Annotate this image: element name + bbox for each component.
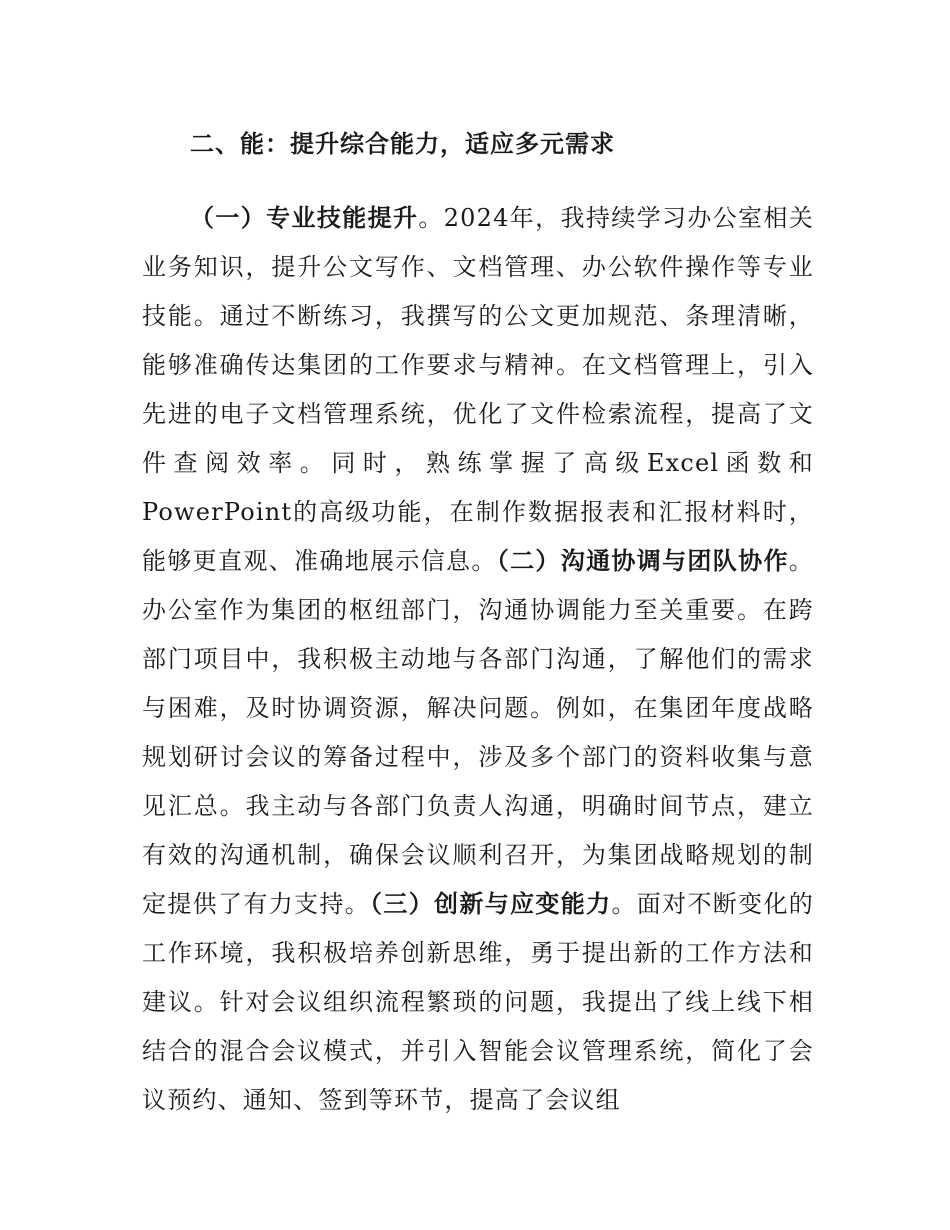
subsection-title-1: （一）专业技能提升: [190, 204, 419, 232]
section-heading: 二、能：提升综合能力，适应多元需求: [190, 130, 615, 158]
paragraph-text-2: 。办公室作为集团的枢纽部门，沟通协调能力至关重要。在跨部门项目中，我积极主动地与各部门沟通，了解他们的需求与困难，及时协调资源，解决问题。例如，在集团年度战略规划研讨会议的筹备过程中，涉及多个部门的资料收集与意见汇总。我主动与各部门负责人沟通，明确时间节点，建立有效的沟通机制，确保会议顺利召开，为集团战略规划的制定提供了有力支持。: [142, 547, 814, 918]
subsection-title-3: （三）创新与应变能力: [370, 890, 612, 918]
body-paragraph: [142, 194, 814, 1125]
subsection-title-2: （二）沟通协调与团队协作: [496, 547, 789, 575]
paragraph-text-3: 。面对不断变化的工作环境，我积极培养创新思维，勇于提出新的工作方法和建议。针对会议组织流程繁琐的问题，我提出了线上线下相结合的混合会议模式，并引入智能会议管理系统，简化了会议预约、通知、签到等环节，提高了会议组: [142, 890, 815, 1114]
paragraph-text-1: 。2024年，我持续学习办公室相关业务知识，提升公文写作、文档管理、办公软件操作等专业技能。通过不断练习，我撰写的公文更加规范、条理清晰，能够准确传达集团的工作要求与精神。在文档管理上，引入先进的电子文档管理系统，优化了文件检索流程，提高了文件查阅效率。同时，熟练掌握了高级Excel函数和PowerPoint的高级功能，在制作数据报表和汇报材料时，能够更直观、准确地展示信息。: [142, 204, 814, 575]
